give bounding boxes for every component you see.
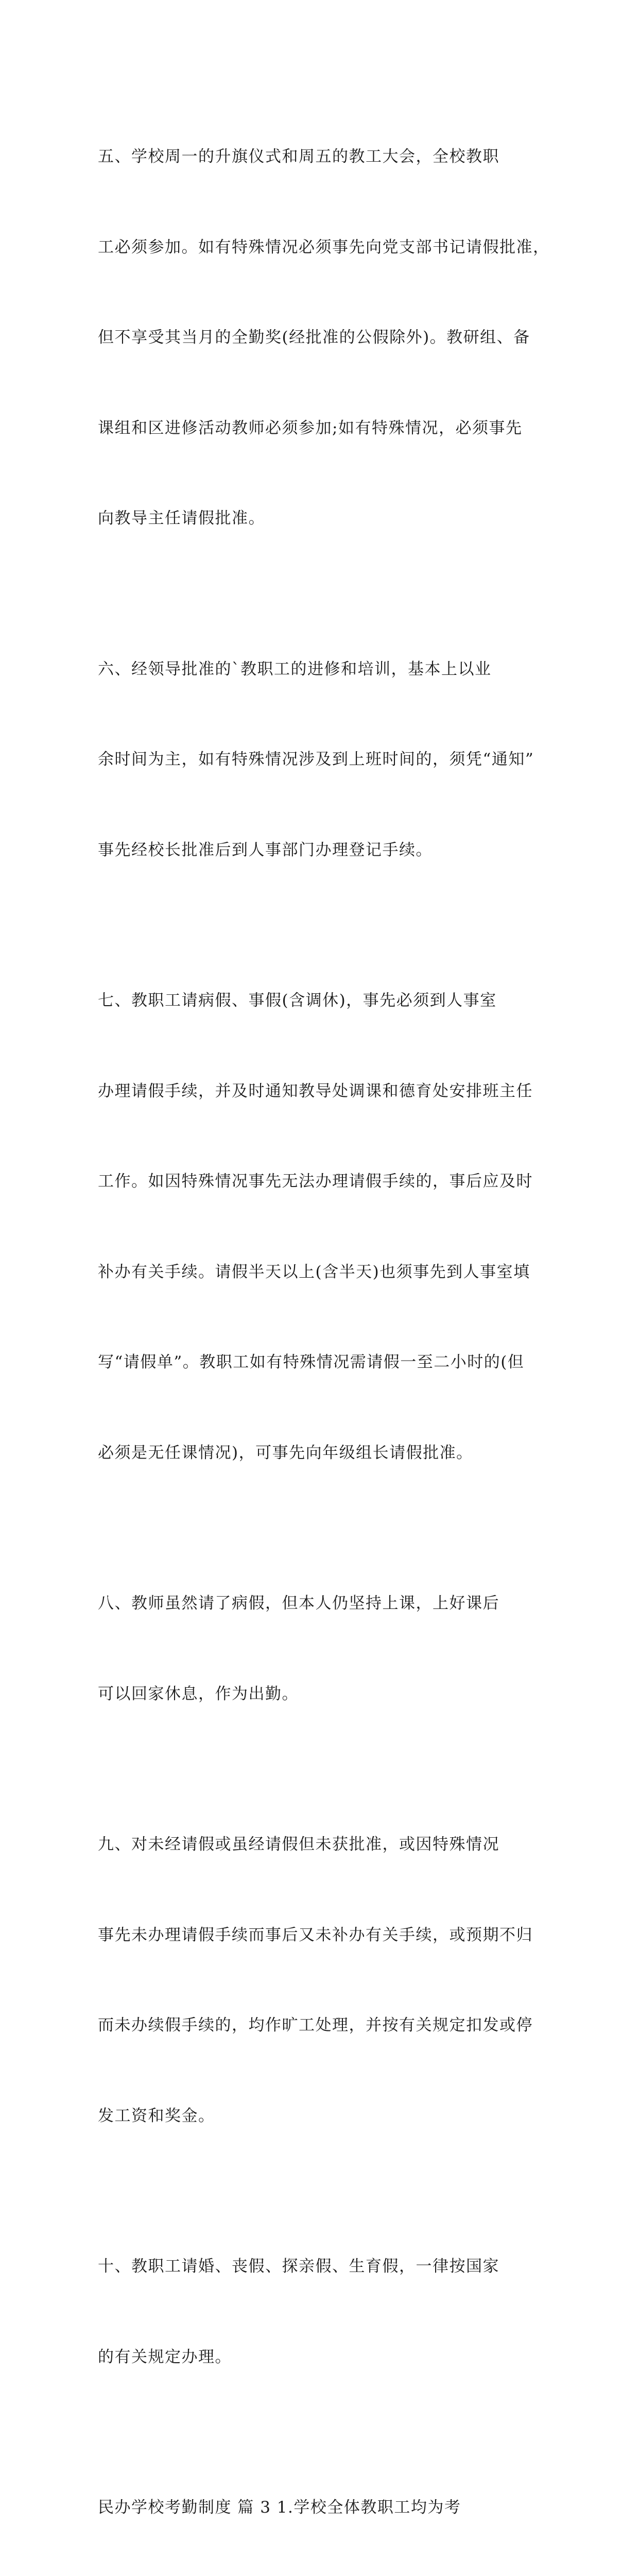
- text-line: 必须是无任课情况)，可事先向年级组长请假批准。: [98, 1443, 473, 1462]
- text-line: 六、经领导批准的`教职工的进修和培训，基本上以业: [98, 659, 492, 679]
- text-line: 课组和区进修活动教师必须参加;如有特殊情况，必须事先: [98, 418, 523, 437]
- document-body: [98, 81, 550, 2576]
- text-line: 而未办续假手续的，均作旷工处理，并按有关规定扣发或停: [98, 2016, 533, 2035]
- text-line: 五、学校周一的升旗仪式和周五的教工大会，全校教职: [98, 147, 499, 166]
- text-line: 民办学校考勤制度 篇 3 1.学校全体教职工均为考: [98, 2498, 461, 2517]
- text-line: 事先未办理请假手续而事后又未补办有关手续，或预期不归: [98, 1925, 533, 1944]
- paragraph-rule-5: [98, 81, 550, 594]
- text-line: 余时间为主，如有特殊情况涉及到上班时间的，须凭“通知”: [98, 750, 534, 769]
- paragraph-section-3-intro: [98, 2432, 541, 2576]
- text-line: 可以回家休息，作为出勤。: [98, 1684, 299, 1703]
- text-line: 十、教职工请婚、丧假、探亲假、生育假，一律按国家: [98, 2257, 499, 2276]
- text-line: 工必须参加。如有特殊情况必须事先向党支部书记请假批准，: [98, 238, 550, 257]
- paragraph-rule-8: [98, 1528, 541, 1769]
- text-line: 但不享受其当月的全勤奖(经批准的公假除外)。教研组、备: [98, 328, 530, 347]
- text-line: 的有关规定办理。: [98, 2347, 232, 2366]
- text-line: 事先经校长批准后到人事部门办理登记手续。: [98, 840, 433, 859]
- paragraph-rule-7: [98, 925, 541, 1528]
- text-line: 办理请假手续，并及时通知教导处调课和德育处安排班主任: [98, 1081, 533, 1100]
- text-line: 写“请假单”。教职工如有特殊情况需请假一至二小时的(但: [98, 1353, 525, 1371]
- text-line: 八、教师虽然请了病假，但本人仍坚持上课，上好课后: [98, 1594, 499, 1613]
- paragraph-rule-9: [98, 1769, 541, 2191]
- text-line: 七、教职工请病假、事假(含调休)，事先必须到人事室: [98, 991, 497, 1010]
- text-line: 工作。如因特殊情况事先无法办理请假手续的，事后应及时: [98, 1172, 533, 1191]
- text-line: 补办有关手续。请假半天以上(含半天)也须事先到人事室填: [98, 1262, 530, 1281]
- text-line: 九、对未经请假或虽经请假但未获批准，或因特殊情况: [98, 1835, 499, 1854]
- paragraph-rule-10: [98, 2191, 541, 2432]
- text-line: 发工资和奖金。: [98, 2106, 215, 2125]
- paragraph-rule-6: [98, 594, 541, 926]
- text-line: 向教导主任请假批准。: [98, 509, 265, 528]
